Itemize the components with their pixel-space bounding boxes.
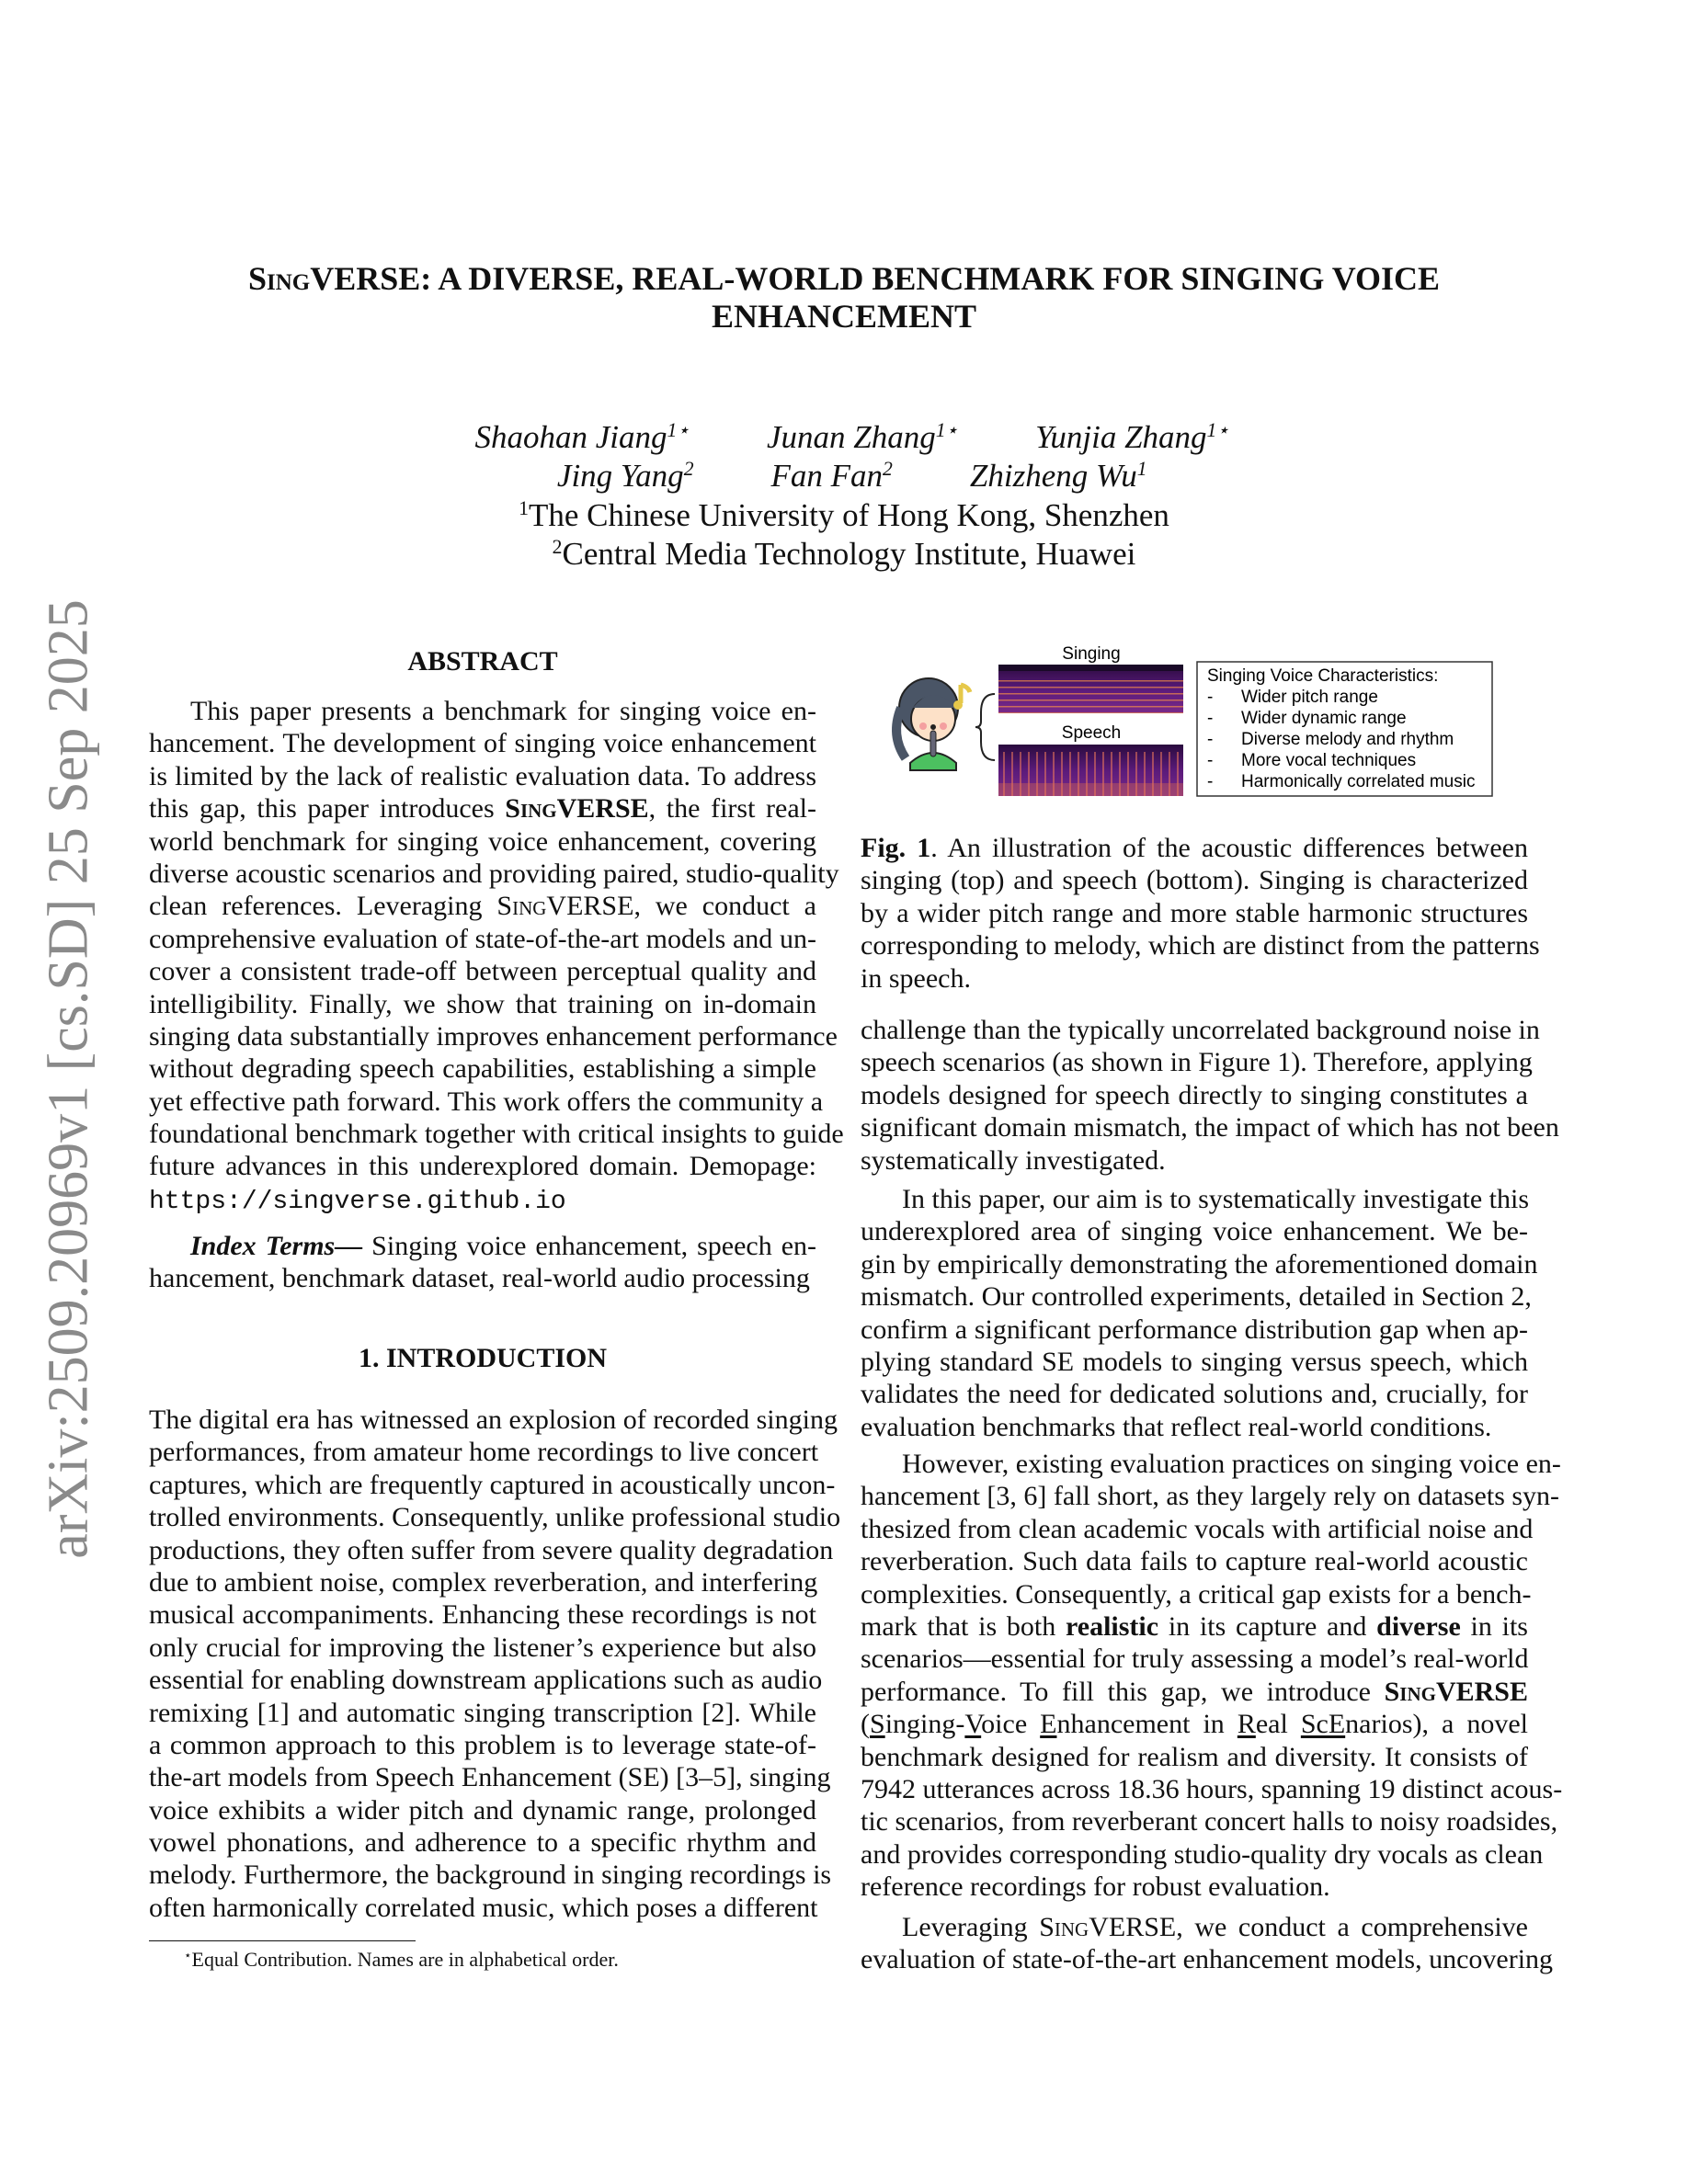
text-line: underexplored area of singing voice enhancement. We be-: [861, 1216, 1528, 1247]
text-line: by a wider pitch range and more stable harmonic structures: [861, 897, 1528, 928]
text-line: hancement [3, 6] fall short, as they largely rely on datasets syn-: [861, 1481, 1560, 1512]
text-line: speech scenarios (as shown in Figure 1). Therefore, applying: [861, 1047, 1533, 1078]
intro-paragraph: [861, 1911, 1554, 1976]
text-line: evaluation of state-of-the-art enhancement models, uncovering: [861, 1944, 1554, 1975]
introduction-heading: 1. INTRODUCTION: [358, 1343, 608, 1373]
text-line: thesized from clean academic vocals with artificial noise and: [861, 1513, 1534, 1544]
text-line: (Singing-Voice Enhancement in Real ScEnarios), a novel: [861, 1709, 1528, 1740]
text-line: plying standard SE models to singing versus speech, which: [861, 1346, 1528, 1377]
text-line: remixing [1] and automatic singing transcription [2]. While: [149, 1697, 816, 1728]
title-line2: ENHANCEMENT: [711, 298, 977, 335]
text-line: In this paper, our aim is to systematically investigate this: [902, 1184, 1530, 1214]
abstract-heading: ABSTRACT: [407, 646, 558, 677]
characteristic-item: Diverse melody and rhythm: [1241, 730, 1454, 749]
text-line: singing (top) and speech (bottom). Singing is characterized: [861, 865, 1528, 896]
text-line: Leveraging SingVERSE, we conduct a comprehensive: [902, 1912, 1528, 1942]
speech-spectrogram: [998, 745, 1183, 796]
text-line: [149, 1183, 816, 1215]
text-line: significant domain mismatch, the impact of which has not been: [861, 1112, 1559, 1143]
text-line: However, existing evaluation practices on singing voice en-: [902, 1449, 1561, 1479]
text-line: The digital era has witnessed an explosion of recorded singing: [149, 1405, 838, 1435]
text-line: this gap, this paper introduces SingVERSE, the first real-: [149, 793, 816, 825]
text-line: musical accompaniments. Enhancing these recordings is not: [149, 1599, 816, 1631]
text-line: scenarios—essential for truly assessing a model’s real-world: [861, 1644, 1529, 1675]
text-line: hancement. The development of singing voice enhancement: [149, 728, 816, 759]
text-line: corresponding to melody, which are distinct from the patterns: [861, 930, 1540, 961]
singer-avatar-icon: [896, 678, 970, 770]
text-line: reverberation. Such data fails to capture real-world acoustic: [861, 1546, 1528, 1577]
text-line: vowel phonations, and adherence to a specific rhythm and: [149, 1827, 816, 1859]
text-line: cover a consistent trade-off between perceptual quality and: [149, 956, 816, 987]
author: Junan Zhang$^{1⋆}$: [766, 419, 959, 455]
svg-text:-: -: [1207, 751, 1214, 770]
author: Jing Yang$^2$: [556, 458, 694, 494]
intro-paragraph: [861, 1183, 1538, 1443]
text-line: Index Terms— Singing voice enhancement, speech en-: [190, 1231, 817, 1261]
figure-1: [0, 0, 1688, 827]
text-line: systematically investigated.: [861, 1144, 1166, 1176]
text-line: This paper presents a benchmark for singing voice en-: [190, 696, 816, 726]
text-line: essential for enabling downstream applications such as audio: [149, 1665, 823, 1696]
text-line: diverse acoustic scenarios and providing paired, studio-quality: [149, 858, 839, 889]
introduction-body: [149, 1404, 841, 1924]
author: Shaohan Jiang$^{1⋆}$: [474, 419, 690, 455]
svg-text:-: -: [1207, 730, 1214, 749]
text-line: future advances in this underexplored domain. Demopage:: [149, 1151, 816, 1182]
characteristics-title: Singing Voice Characteristics:: [1207, 666, 1439, 686]
intro-paragraph: [861, 1014, 1559, 1177]
arxiv-identifier-stamp: arXiv:2509.20969v1 [cs.SD] 25 Sep 2025: [37, 599, 100, 1559]
author: Zhizheng Wu$^1$: [969, 458, 1147, 494]
singing-label: Singing: [1062, 644, 1121, 664]
affiliation: $^1$The Chinese University of Hong Kong, Shenzhen: [519, 497, 1169, 533]
text-line: reference recordings for robust evaluation.: [861, 1871, 1330, 1903]
text-line: productions, they often suffer from severe quality degradation: [149, 1534, 834, 1565]
text-line: 7942 utterances across 18.36 hours, spanning 19 distinct acous-: [861, 1773, 1563, 1804]
text-line: often harmonically correlated music, which poses a different: [149, 1892, 818, 1923]
text-line: evaluation benchmarks that reflect real-world conditions.: [861, 1411, 1492, 1442]
text-line: gin by empirically demonstrating the aforementioned domain: [861, 1248, 1538, 1280]
text-line: world benchmark for singing voice enhancement, covering: [149, 825, 816, 857]
text-line: in speech.: [861, 962, 971, 994]
svg-text:-: -: [1207, 688, 1214, 707]
text-line: foundational benchmark together with critical insights to guide: [149, 1119, 844, 1150]
text-line: clean references. Leveraging SingVERSE, we conduct a: [149, 891, 816, 922]
figure-caption: [861, 832, 1540, 995]
characteristic-item: Harmonically correlated music: [1241, 772, 1476, 791]
text-line: melody. Furthermore, the background in singing recordings is: [149, 1860, 832, 1891]
svg-text:-: -: [1207, 772, 1214, 791]
text-line: mark that is both realistic in its capture and diverse in its: [861, 1610, 1528, 1642]
author: Yunjia Zhang$^{1⋆}$: [1035, 419, 1229, 455]
text-line: complexities. Consequently, a critical gap exists for a bench-: [861, 1578, 1532, 1610]
text-line: voice exhibits a wider pitch and dynamic range, prolonged: [149, 1794, 816, 1826]
text-line: performance. To fill this gap, we introduce SingVERSE: [861, 1676, 1528, 1707]
text-line: a common approach to this problem is to leverage state-of-: [149, 1729, 816, 1760]
text-line: trolled environments. Consequently, unlike professional studio: [149, 1502, 841, 1533]
footnote: ⋆Equal Contribution. Names are in alphabetical order.: [184, 1948, 619, 1971]
text-line: due to ambient noise, complex reverberation, and interfering: [149, 1566, 818, 1598]
text-line: only crucial for improving the listener’s experience but also: [149, 1632, 816, 1663]
text-line: confirm a significant performance distribution gap when ap-: [861, 1314, 1528, 1345]
text-line: models designed for speech directly to singing constitutes a: [861, 1079, 1528, 1110]
text-line: performances, from amateur home recordings to live concert: [149, 1437, 819, 1468]
footnote-rule: [149, 1940, 416, 1941]
characteristic-item: Wider dynamic range: [1241, 709, 1407, 728]
text-line: hancement, benchmark dataset, real-world audio processing: [149, 1263, 810, 1294]
text-line: the-art models from Speech Enhancement (SE) [3–5], singing: [149, 1762, 831, 1793]
intro-paragraph: [861, 1448, 1563, 1903]
title-name: SingVERSE: [247, 260, 421, 297]
index-terms: [149, 1230, 816, 1295]
text-line: comprehensive evaluation of state-of-the-art models and un-: [149, 923, 816, 954]
text-line: captures, which are frequently captured in acoustically uncon-: [149, 1469, 836, 1500]
text-line: and provides corresponding studio-quality dry vocals as clean: [861, 1838, 1544, 1870]
text-line: challenge than the typically uncorrelated background noise in: [861, 1015, 1540, 1045]
author: Fan Fan$^2$: [770, 458, 893, 494]
characteristic-item: Wider pitch range: [1241, 688, 1378, 707]
affiliation: $^2$Central Media Technology Institute, Huawei: [552, 536, 1136, 572]
text-line: yet effective path forward. This work offers the community a: [149, 1086, 824, 1117]
demo-page-link[interactable]: https://singverse.github.io: [149, 1187, 566, 1216]
text-line: Fig. 1. An illustration of the acoustic differences between: [861, 833, 1528, 863]
svg-text:-: -: [1207, 709, 1214, 728]
singing-spectrogram: [998, 665, 1183, 713]
text-line: benchmark designed for realism and diversity. It consists of: [861, 1741, 1528, 1772]
text-line: is limited by the lack of realistic evaluation data. To address: [149, 760, 816, 791]
text-line: singing data substantially improves enhancement performance: [149, 1020, 838, 1052]
characteristic-item: More vocal techniques: [1241, 751, 1417, 770]
speech-label: Speech: [1061, 723, 1122, 743]
text-line: intelligibility. Finally, we show that training on in-domain: [149, 988, 816, 1019]
title-line1: : A DIVERSE, REAL-WORLD BENCHMARK FOR SINGING VOICE: [420, 260, 1441, 297]
brace: [975, 694, 995, 760]
text-line: without degrading speech capabilities, establishing a simple: [149, 1053, 816, 1085]
text-line: mismatch. Our controlled experiments, detailed in Section 2,: [861, 1281, 1532, 1313]
text-line: validates the need for dedicated solutions and, crucially, for: [861, 1379, 1528, 1410]
text-line: tic scenarios, from reverberant concert halls to noisy roadsides,: [861, 1806, 1558, 1837]
